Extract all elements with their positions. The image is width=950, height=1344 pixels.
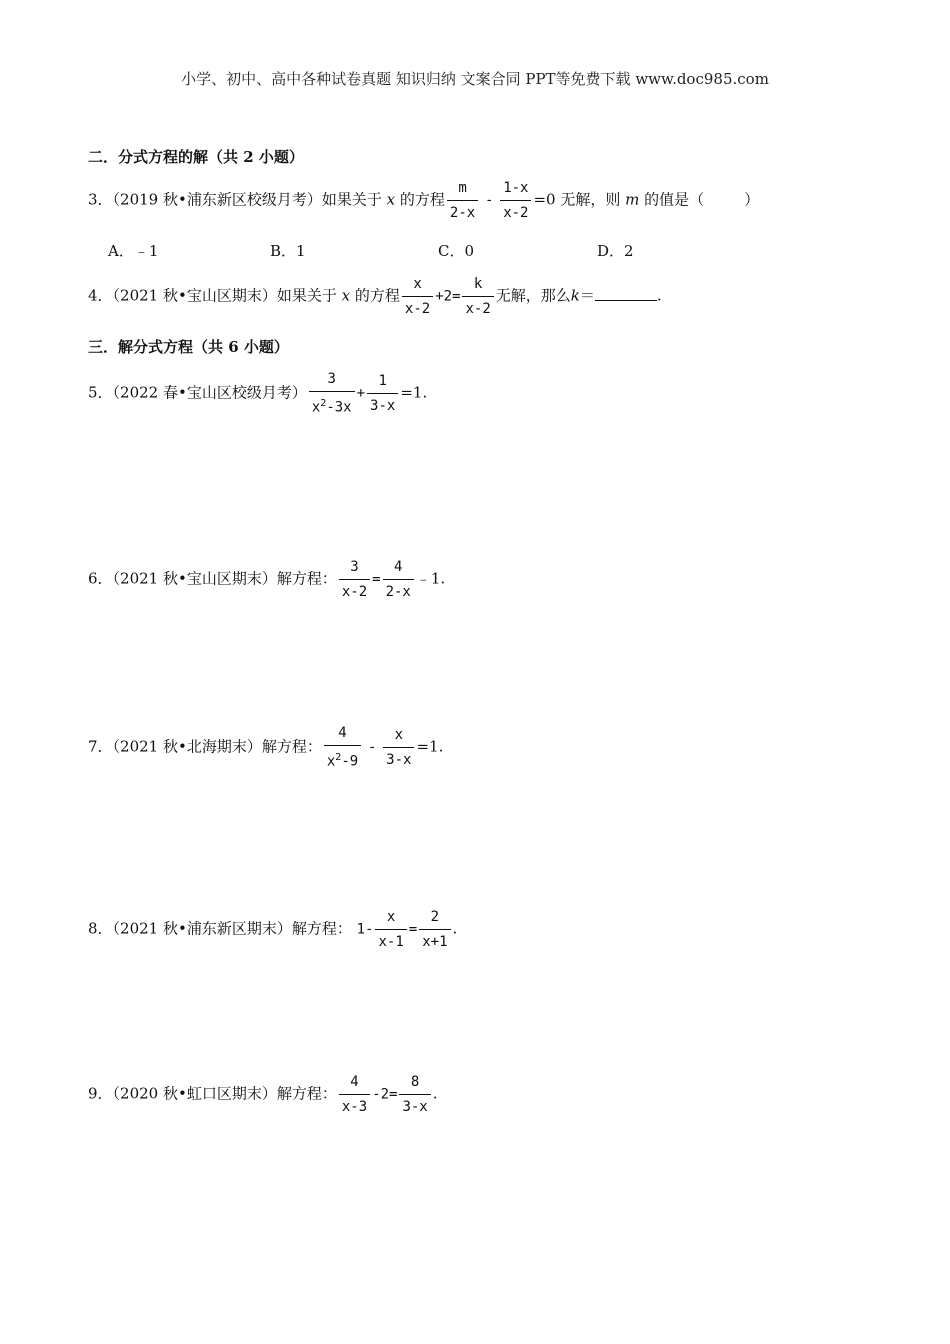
leading-one-minus: 1-	[356, 921, 374, 938]
question-text: 的方程	[399, 190, 445, 209]
question-text: =1.	[400, 383, 428, 402]
answer-blank[interactable]	[595, 286, 657, 301]
denominator	[324, 746, 361, 773]
question-source: （2021 秋•浦东新区期末）解方程：	[112, 919, 352, 938]
section-3-title: 三．解分式方程（共 6 小题）	[88, 338, 289, 356]
variable-x: x	[341, 286, 351, 305]
denominator: x-2	[404, 301, 431, 317]
operator-minus-two-equals: -2=	[372, 1086, 398, 1103]
question-text: 无解，那么	[495, 286, 571, 305]
denominator: x-2	[341, 584, 368, 600]
denominator: 2-x	[449, 205, 476, 221]
exponent: 2	[335, 752, 342, 763]
fraction-1-over-3-x	[367, 370, 398, 417]
fraction-x-over-x-2	[402, 273, 433, 320]
operator-plus-two-equals: +2=	[435, 288, 461, 305]
numerator: 3	[339, 556, 370, 580]
numerator: 4	[383, 556, 414, 580]
denominator: x-2	[465, 301, 491, 317]
question-text: .	[656, 286, 662, 305]
question-number: 5．	[88, 383, 113, 402]
denominator: 3-x	[386, 751, 412, 768]
fraction-2-over-x-plus-1	[419, 906, 450, 953]
fraction-4-over-2-x	[383, 556, 414, 603]
numerator: x	[383, 724, 414, 748]
question-text: .	[432, 1084, 438, 1103]
operator-equals: =	[408, 921, 418, 938]
question-source: （2021 秋•宝山区期末）解方程：	[112, 569, 337, 588]
option-c: C．0	[438, 242, 475, 260]
question-source: （2021 秋•北海期末）解方程：	[112, 737, 322, 756]
numerator: x	[402, 273, 433, 297]
operator-minus: -	[484, 192, 494, 209]
question-text: 的值是（	[644, 190, 705, 209]
denominator: 2-x	[385, 584, 411, 600]
question-source: （2022 春•宝山区校级月考）	[112, 383, 307, 402]
question-8	[88, 906, 457, 953]
denominator-rest: -9	[341, 753, 359, 770]
numerator: 2	[419, 906, 450, 930]
denominator-base: x	[311, 399, 321, 416]
page-header: 小学、初中、高中各种试卷真题 知识归纳 文案合同 PPT等免费下载 www.doc985.com	[181, 70, 769, 88]
numerator: 8	[399, 1071, 430, 1095]
variable-x: x	[386, 190, 396, 209]
fraction-1-x-over-x-2	[500, 177, 531, 224]
denominator	[309, 392, 355, 419]
question-text: =0 无解，则	[533, 190, 621, 209]
numerator: k	[462, 273, 493, 297]
operator-plus: +	[356, 385, 366, 402]
denominator: x-2	[503, 205, 529, 221]
section-2-title: 二．分式方程的解（共 2 小题）	[88, 148, 304, 166]
numerator: 4	[324, 722, 361, 746]
denominator: x-3	[341, 1099, 368, 1115]
numerator: 3	[309, 368, 355, 392]
denominator: x-1	[378, 934, 404, 950]
question-number: 9．	[88, 1084, 113, 1103]
variable-m: m	[625, 190, 640, 209]
question-3	[88, 177, 759, 224]
question-number: 7．	[88, 737, 113, 756]
denominator: 3-x	[402, 1099, 428, 1115]
fraction-x-over-3-x	[383, 724, 414, 771]
fraction-4-over-x-3	[339, 1071, 370, 1118]
question-number: 8．	[88, 919, 113, 938]
question-7	[88, 722, 443, 773]
option-d: D．2	[597, 242, 634, 260]
question-text: 的方程	[354, 286, 400, 305]
fraction-x-over-x-1	[375, 906, 406, 953]
numerator: x	[375, 906, 406, 930]
question-5	[88, 368, 427, 419]
numerator: 1	[367, 370, 398, 394]
question-text: ﹣1.	[415, 569, 446, 588]
question-source: （2021 秋•宝山区期末）如果关于	[112, 286, 337, 305]
option-b: B．1	[270, 242, 306, 260]
fraction-3-over-x2-3x	[309, 368, 355, 419]
question-6	[88, 556, 445, 603]
question-text: ＝	[579, 286, 595, 305]
fraction-k-over-x-2	[462, 273, 493, 320]
numerator: 1-x	[500, 177, 531, 201]
question-text: .	[452, 919, 458, 938]
option-a: A．﹣1	[108, 242, 159, 260]
question-text: =1.	[416, 737, 444, 756]
exponent: 2	[320, 398, 327, 409]
fraction-4-over-x2-9	[324, 722, 361, 773]
denominator: x+1	[422, 934, 448, 950]
operator-equals: =	[372, 571, 381, 588]
question-number: 6．	[88, 569, 113, 588]
answer-paren-close: ）	[744, 190, 760, 209]
question-source: （2020 秋•虹口区期末）解方程：	[112, 1084, 337, 1103]
operator-minus: -	[367, 739, 377, 756]
question-number: 4．	[88, 286, 113, 305]
question-9	[88, 1071, 438, 1118]
variable-k: k	[570, 286, 580, 305]
question-source: （2019 秋•浦东新区校级月考）如果关于	[112, 190, 382, 209]
denominator-rest: -3x	[326, 399, 352, 416]
question-4	[88, 273, 662, 320]
denominator: 3-x	[370, 397, 396, 414]
fraction-3-over-x-2	[339, 556, 370, 603]
fraction-8-over-3-x	[399, 1071, 430, 1118]
denominator-base: x	[326, 753, 336, 770]
numerator: 4	[339, 1071, 370, 1095]
numerator: m	[447, 177, 478, 201]
fraction-m-over-2-x	[447, 177, 478, 224]
question-number: 3．	[88, 190, 113, 209]
